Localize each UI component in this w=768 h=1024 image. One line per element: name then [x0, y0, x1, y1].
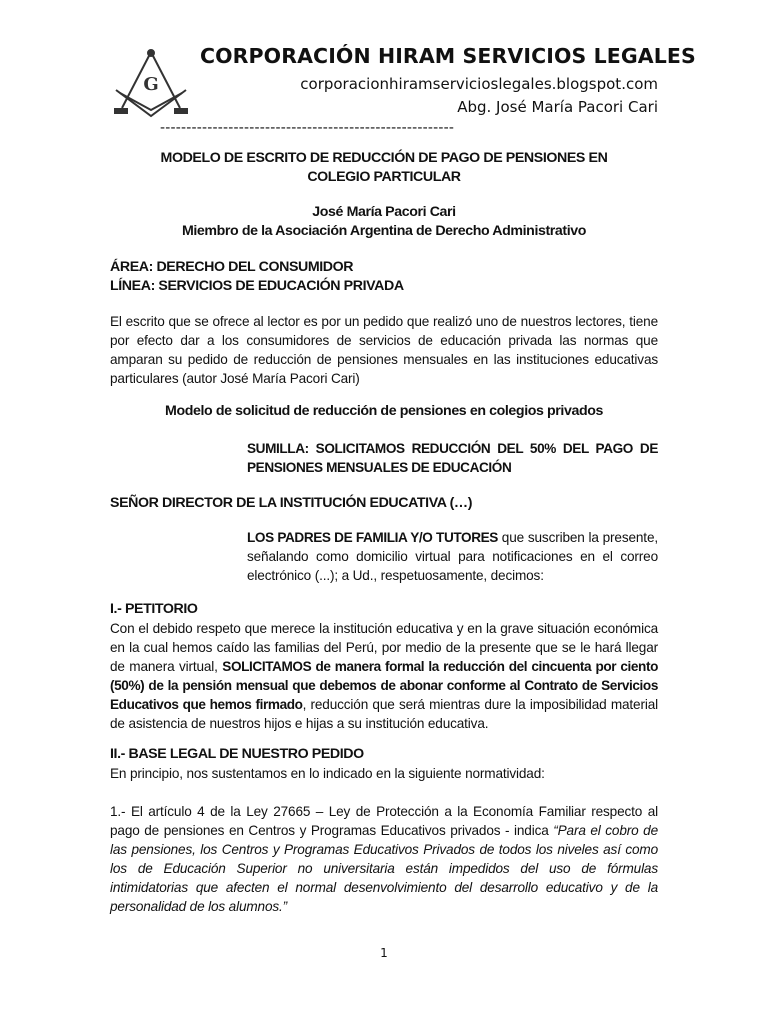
blog-url: corporacionhiramservicioslegales.blogspot.com: [300, 75, 658, 93]
header-divider: --------------------------------------------------------: [160, 120, 455, 136]
area-heading: ÁREA: DERECHO DEL CONSUMIDOR: [110, 259, 354, 275]
parents-paragraph: [247, 528, 658, 585]
linea-heading: LÍNEA: SERVICIOS DE EDUCACIÓN PRIVADA: [110, 278, 404, 294]
page-number: 1: [380, 946, 388, 960]
article-text: 1.- El artículo 4 de la Ley 27665 – Ley de Protección a la Economía Familiar respecto al pago de pensiones en Centros y Programas Educativos privados - indica: [110, 804, 658, 838]
addressee: SEÑOR DIRECTOR DE LA INSTITUCIÓN EDUCATIVA (…): [110, 495, 473, 511]
petitorio-text-2: , reducción que será mientras dure la imposibilidad material de asistencia de nuestros hijos e hijas a su institución educativa.: [110, 697, 658, 731]
author-name: José María Pacori Cari: [312, 204, 456, 220]
masonic-logo-icon: [108, 48, 194, 120]
petitorio-heading: I.- PETITORIO: [110, 601, 198, 617]
document-title-line2: COLEGIO PARTICULAR: [307, 169, 461, 185]
header-author: Abg. José María Pacori Cari: [457, 98, 658, 116]
model-heading: Modelo de solicitud de reducción de pensiones en colegios privados: [165, 403, 603, 419]
logo-letter: G: [143, 74, 159, 95]
article-quote: “Para el cobro de las pensiones, los Centros y Programas Educativos Privados de todos los niveles así como los de Educación Superior no universitaria están impedidos del uso de fórmulas intimidatorias que afecten el normal desenvolvimiento del desarrollo educativo y de la personalidad de los alumnos.”: [110, 823, 658, 914]
parents-text: que suscriben la presente, señalando como domicilio virtual para notificaciones en el correo electrónico (...); a Ud., respetuosamente, decimos:: [247, 530, 658, 583]
base-legal-heading: II.- BASE LEGAL DE NUESTRO PEDIDO: [110, 746, 364, 762]
intro-paragraph: El escrito que se ofrece al lector es por un pedido que realizó uno de nuestros lectores, tiene por efecto dar a los consumidores de servicios de educación privada las normas que amparan su pedido de reducción de pensiones mensuales en las instituciones educativas particulares (autor José María Pacori Cari): [110, 314, 658, 386]
sumilla: SUMILLA: SOLICITAMOS REDUCCIÓN DEL 50% DEL PAGO DE PENSIONES MENSUALES DE EDUCACIÓN: [247, 441, 658, 475]
base-legal-intro: En principio, nos sustentamos en lo indicado en la siguiente normatividad:: [110, 766, 545, 781]
petitorio-bold: SOLICITAMOS de manera formal la reducción del cincuenta por ciento (50%) de la pensión mensual que debemos de abonar conforme al Contrato de Servicios Educativos que hemos firmado: [110, 659, 658, 712]
organization-title: CORPORACIÓN HIRAM SERVICIOS LEGALES: [200, 44, 696, 68]
article-paragraph: [110, 802, 658, 916]
parents-bold: LOS PADRES DE FAMILIA Y/O TUTORES: [247, 530, 498, 545]
petitorio-text-1: Con el debido respeto que merece la institución educativa y en la grave situación económica en la cual hemos caído las familias del Perú, por medio de la presente que se le hará llegar de manera virtual,: [110, 621, 658, 674]
document-title-line1: MODELO DE ESCRITO DE REDUCCIÓN DE PAGO DE PENSIONES EN: [160, 150, 608, 166]
author-role: Miembro de la Asociación Argentina de Derecho Administrativo: [181, 223, 587, 239]
petitorio-paragraph: [110, 619, 658, 733]
